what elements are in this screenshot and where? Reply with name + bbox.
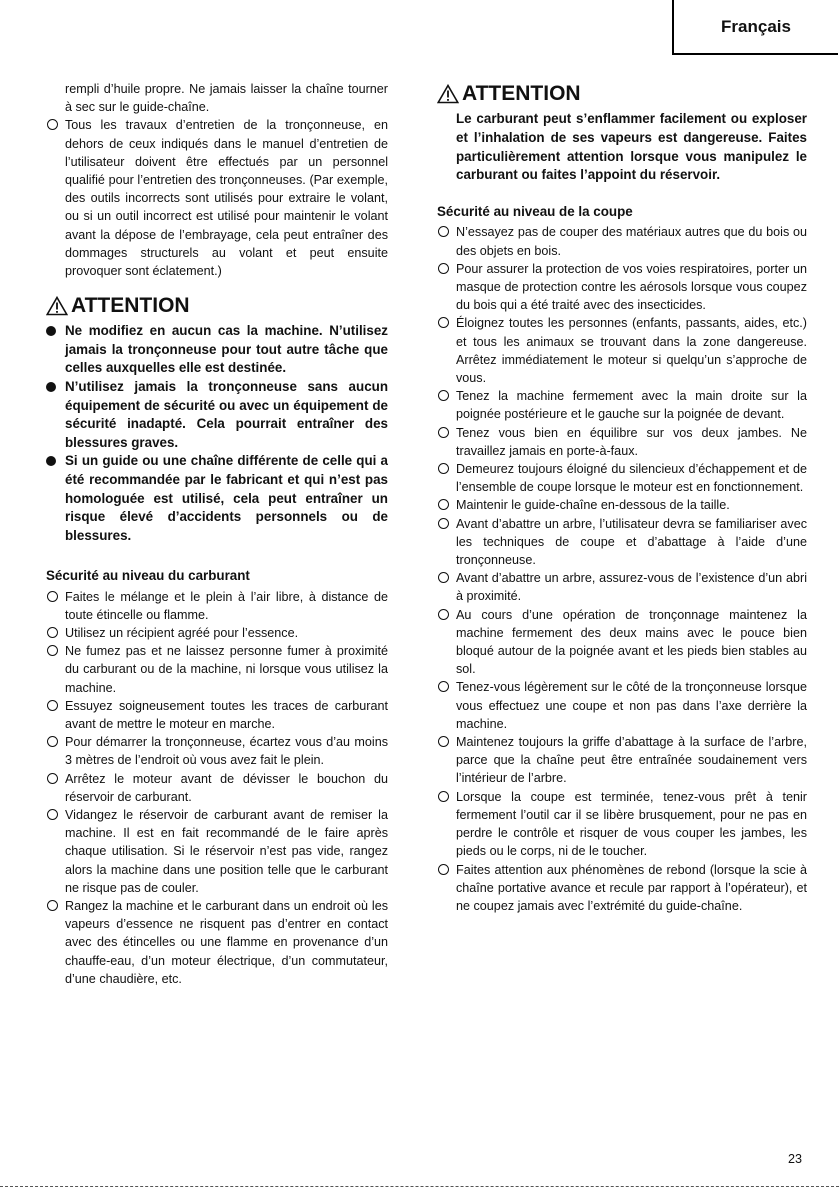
list-item: Avant d’abattre un arbre, l’utilisateur devra se familiariser avec les techniques de coupe et d’abattage à l’aide d’une tronçonneuse. <box>437 515 807 570</box>
warning-header <box>46 296 388 316</box>
list-item: Faites le mélange et le plein à l’air libre, à distance de toute étincelle ou flamme. <box>46 588 388 624</box>
warning-triangle-icon <box>437 84 459 104</box>
fuel-list <box>46 588 388 988</box>
list-item: N’essayez pas de couper des matériaux autres que du bois ou des objets en bois. <box>437 223 807 259</box>
bottom-divider <box>0 1186 839 1187</box>
list-item: Au cours d’une opération de tronçonnage maintenez la machine fermement des deux mains avec le pouce bien bloqué autour de la poignée avant et les pieds bien stables au sol. <box>437 606 807 679</box>
circle-bullet-icon <box>438 463 449 474</box>
circle-bullet-icon <box>438 226 449 237</box>
warning-list <box>46 322 388 545</box>
list-item: Essuyez soigneusement toutes les traces de carburant avant de mettre le moteur en marche. <box>46 697 388 733</box>
language-label: Français <box>721 16 791 36</box>
list-item: Ne fumez pas et ne laissez personne fumer à proximité du carburant ou de la machine, ni lorsque vous utilisez la machine. <box>46 642 388 697</box>
circle-bullet-icon <box>438 736 449 747</box>
list-item: Tenez vous bien en équilibre sur vos deux jambes. Ne travaillez jamais en porte-à-faux. <box>437 424 807 460</box>
list-item: Demeurez toujours éloigné du silencieux d’échappement et de l’ensemble de coupe lorsque le moteur est en fonctionnement. <box>437 460 807 496</box>
list-item: Faites attention aux phénomènes de rebond (lorsque la scie à chaîne portative avance et recule par rapport à l’opérateur), et ne coupez jamais avec l’extrémité du guide-chaîne. <box>437 861 807 916</box>
list-item: Tenez la machine fermement avec la main droite sur la poignée postérieure et le gauche sur la poignée de devant. <box>437 387 807 423</box>
list-item: Utilisez un récipient agréé pour l’essence. <box>46 624 388 642</box>
bullet-dot-icon <box>46 456 56 466</box>
bullet-dot-icon <box>46 326 56 336</box>
circle-bullet-icon <box>47 773 58 784</box>
list-item: N’utilisez jamais la tronçonneuse sans aucun équipement de sécurité ou avec un équipement de sécurité inadapté. Cela pourrait entraîner des blessures graves. <box>46 378 388 452</box>
circle-bullet-icon <box>438 864 449 875</box>
list-item: Éloignez toutes les personnes (enfants, passants, aides, etc.) et tous les animaux se trouvant dans la zone dangereuse. Arrêtez immédiatement le moteur si quelqu’un s’approche de vous. <box>437 314 807 387</box>
list-item: Pour démarrer la tronçonneuse, écartez vous d’au moins 3 mètres de l’endroit où vous avez fait le plein. <box>46 733 388 769</box>
circle-bullet-icon <box>438 518 449 529</box>
list-item: Avant d’abattre un arbre, assurez-vous de l’existence d’un abri à proximité. <box>437 569 807 605</box>
circle-bullet-icon <box>438 317 449 328</box>
circle-bullet-icon <box>47 645 58 656</box>
bullet-dot-icon <box>46 382 56 392</box>
warning-triangle-icon <box>46 296 68 316</box>
circle-bullet-icon <box>438 499 449 510</box>
warning-title: ATTENTION <box>462 81 581 105</box>
list-item: Maintenez toujours la griffe d’abattage à la surface de l’arbre, parce que la chaîne peut être entraînée soudainement vers l’intérieur de l’arbre. <box>437 733 807 788</box>
language-tab <box>672 0 838 55</box>
warning-header <box>437 81 807 105</box>
circle-bullet-icon <box>47 591 58 602</box>
list-item: Ne modifiez en aucun cas la machine. N’utilisez jamais la tronçonneuse pour tout autre tâche que celles auxquelles elle est destinée. <box>46 322 388 378</box>
circle-bullet-icon <box>438 609 449 620</box>
circle-bullet-icon <box>438 791 449 802</box>
list-item: Tenez-vous légèrement sur le côté de la tronçonneuse lorsque vous effectuez une coupe et non pas dans l’axe derrière la machine. <box>437 678 807 733</box>
circle-bullet-icon <box>438 681 449 692</box>
section-heading-fuel: Sécurité au niveau du carburant <box>46 568 250 584</box>
list-item: Lorsque la coupe est terminée, tenez-vous prêt à tenir fermement l’outil car il se libère brusquement, pour ne pas en perdre le contrôle et risquer de vous couper les jambes, les pieds ou le corps, ni de le toucher. <box>437 788 807 861</box>
circle-bullet-icon <box>47 736 58 747</box>
section-heading-cutting: Sécurité au niveau de la coupe <box>437 204 633 220</box>
circle-bullet-icon <box>47 700 58 711</box>
warning-title: ATTENTION <box>71 294 190 318</box>
list-item: Maintenir le guide-chaîne en-dessous de la taille. <box>437 496 807 514</box>
list-item: Pour assurer la protection de vos voies respiratoires, porter un masque de protection contre les aérosols lorsque vous coupez du bois qui a été traité avec des insecticides. <box>437 260 807 315</box>
cutting-list <box>437 223 807 915</box>
circle-bullet-icon <box>47 627 58 638</box>
list-item: Vidangez le réservoir de carburant avant de remiser la machine. Il est en fait recommandé de le faire après chaque utilisation. Si le réservoir n’est pas vide, rangez alors la machine dans une position telle que le carburant ne risque pas de couler. <box>46 806 388 897</box>
right-column <box>437 80 807 915</box>
circle-bullet-icon <box>438 572 449 583</box>
left-column <box>46 80 388 988</box>
circle-bullet-icon <box>47 119 58 130</box>
page-number: 23 <box>788 1152 803 1166</box>
intro-continuation: rempli d’huile propre. Ne jamais laisser la chaîne tourner à sec sur le guide-chaîne. <box>65 82 388 115</box>
fuel-warning-text: Le carburant peut s’enflammer facilement ou exploser et l’inhalation de ses vapeurs est dangereuse. Faites particulièrement attention lorsque vous manipulez le carburant ou faites l’appoint du réservoir. <box>456 111 807 183</box>
circle-bullet-icon <box>438 263 449 274</box>
circle-bullet-icon <box>438 427 449 438</box>
circle-bullet-icon <box>438 390 449 401</box>
circle-bullet-icon <box>47 809 58 820</box>
list-item: Si un guide ou une chaîne différente de celle qui a été recommandée par le fabricant et qui n’est pas homologuée est utilisé, cela peut entraîner un risque élevé d’accidents personnels ou de blessures. <box>46 452 388 545</box>
list-item: Tous les travaux d’entretien de la tronçonneuse, en dehors de ceux indiqués dans le manuel d’entretien de l’utilisateur doivent être effectués par un personnel qualifié pour l’entretien des tronçonneuses. (Par exemple, des outils incorrects sont utilisés pour extraire le volant, ou si un outil incorrect est utilisé pour maintenir le volant avant la dépose de l’embrayage, cela peut entraîner des dommages structurels au volant et peut ensuite provoquer sont éclatement.) <box>46 116 388 280</box>
list-item: Rangez la machine et le carburant dans un endroit où les vapeurs d’essence ne risquent pas d’entrer en contact avec des étincelles ou une flamme en provenance d’un chauffe-eau, d’un moteur électrique, d’un commutateur, d’une chaudière, etc. <box>46 897 388 988</box>
intro-list <box>46 116 388 280</box>
circle-bullet-icon <box>47 900 58 911</box>
list-item: Arrêtez le moteur avant de dévisser le bouchon du réservoir de carburant. <box>46 770 388 806</box>
